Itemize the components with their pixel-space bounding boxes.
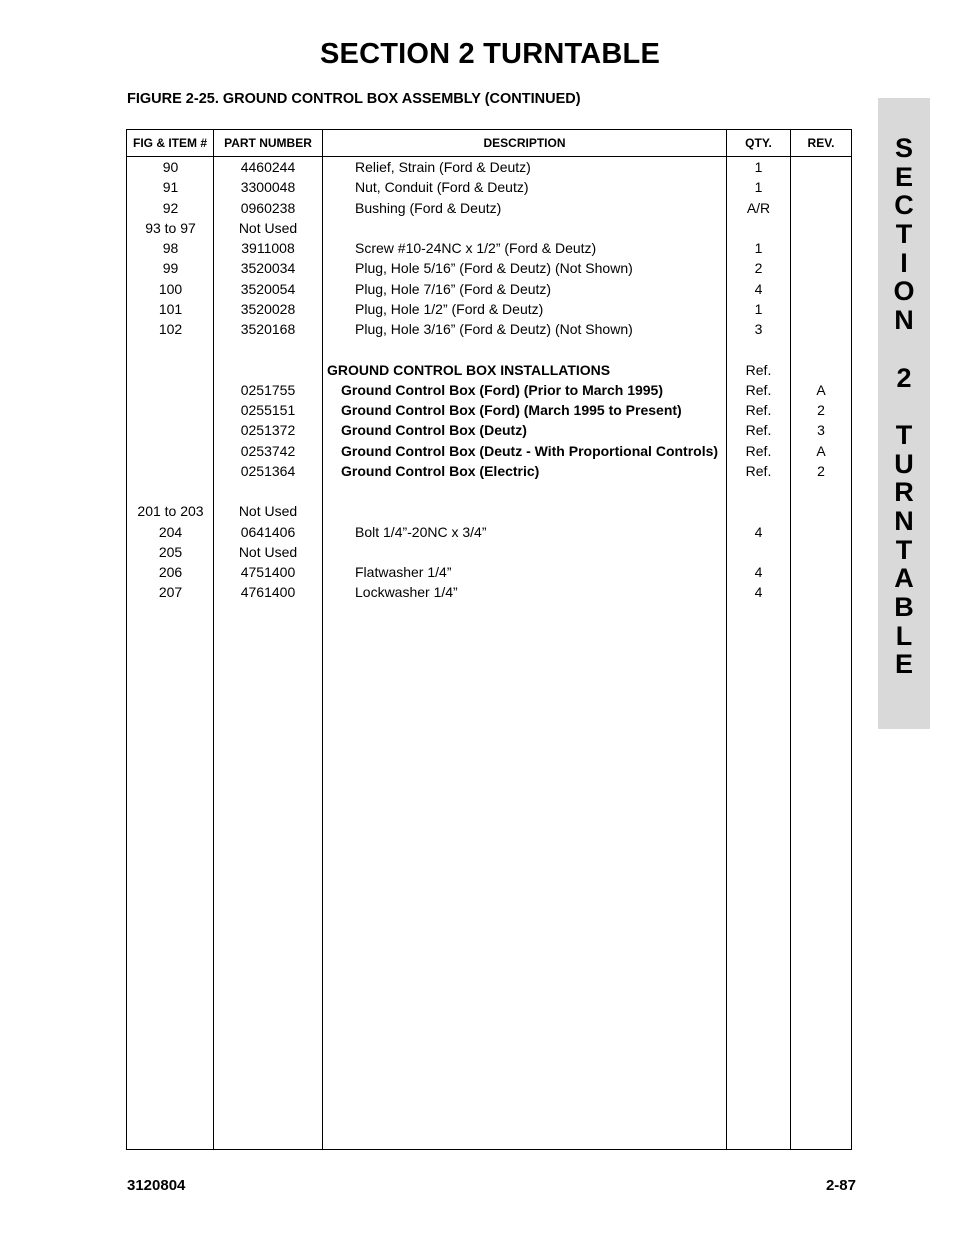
cell-qty: 2 [754, 260, 763, 277]
table-row [127, 238, 851, 258]
section-title: SECTION 2 TURNTABLE [320, 38, 660, 70]
side-tab-letter: A [894, 563, 914, 594]
cell-rev: 3 [817, 422, 825, 439]
cell-part-number: 3520054 [240, 280, 296, 297]
cell-part-number: 4761400 [240, 584, 296, 601]
table-body [127, 157, 851, 603]
side-tab-letter: U [894, 448, 914, 479]
cell-fig-item: 99 [162, 260, 179, 277]
cell-part-number: 0641406 [240, 523, 296, 540]
table-row [127, 339, 851, 359]
cell-description: Relief, Strain (Ford & Deutz) [355, 159, 531, 175]
cell-part-number: 0253742 [240, 442, 296, 459]
table-row [127, 279, 851, 299]
cell-fig-item: 207 [158, 584, 183, 601]
cell-fig-item: 100 [158, 280, 183, 297]
side-tab-letter: C [894, 190, 914, 221]
cell-qty: Ref. [745, 442, 772, 459]
cell-qty: 1 [754, 179, 763, 196]
table-row [127, 501, 851, 521]
table-row [127, 258, 851, 278]
cell-qty: Ref. [745, 361, 772, 378]
table-row [127, 198, 851, 218]
table-row [127, 582, 851, 602]
side-tab-letters [878, 134, 930, 679]
cell-part-number: 3300048 [240, 179, 296, 196]
side-tab-letter: T [895, 219, 913, 250]
cell-fig-item: 92 [162, 199, 179, 216]
table-row [127, 420, 851, 440]
side-tab-letter: 2 [896, 362, 912, 393]
cell-description: Lockwasher 1/4” [355, 584, 458, 601]
cell-part-number: 3911008 [241, 240, 295, 256]
table-row [127, 299, 851, 319]
cell-description: Ground Control Box (Electric) [341, 462, 540, 479]
cell-fig-item: 206 [158, 564, 183, 580]
side-tab-letter: S [894, 133, 913, 163]
cell-fig-item: 91 [162, 179, 179, 196]
document-number: 3120804 [127, 1177, 186, 1194]
cell-rev: A [816, 381, 826, 398]
cell-description: Ground Control Box (Deutz) [341, 422, 527, 439]
side-tab-letter: T [895, 534, 913, 565]
cell-fig-item: 93 to 97 [145, 219, 196, 236]
cell-description: Bolt 1/4”-20NC x 3/4” [355, 523, 487, 540]
cell-part-number: 0251755 [240, 381, 296, 398]
side-tab-letter [878, 335, 930, 364]
table-row [127, 177, 851, 197]
table-row [127, 157, 851, 177]
table-row [127, 481, 851, 501]
table-row [127, 522, 851, 542]
cell-fig-item: 204 [158, 523, 183, 540]
side-tab-letter: E [894, 649, 913, 680]
column-header-fig-item: FIG & ITEM # [132, 136, 207, 150]
side-tab-letter: I [900, 247, 908, 278]
cell-part-number: 4460244 [240, 159, 296, 175]
cell-qty: Ref. [745, 381, 772, 398]
cell-part-number: 3520168 [240, 321, 296, 337]
cell-part-number: 0251372 [240, 422, 296, 439]
cell-description: Plug, Hole 3/16” (Ford & Deutz) (Not Shown) [355, 321, 633, 337]
cell-description: Ground Control Box (Ford) (March 1995 to Present) [341, 402, 682, 418]
side-tab-letter: E [894, 161, 913, 192]
cell-fig-item: 90 [162, 159, 179, 175]
column-header-qty: QTY. [745, 136, 772, 150]
page-number: 2-87 [825, 1177, 856, 1194]
cell-description: Plug, Hole 1/2” (Ford & Deutz) [355, 300, 544, 317]
cell-description: Ground Control Box (Deutz - With Proportional Controls) [341, 442, 719, 459]
table-row [127, 441, 851, 461]
side-tab-letter: T [895, 419, 913, 450]
cell-rev: 2 [817, 462, 825, 479]
side-tab-letter: O [893, 276, 915, 307]
cell-qty: Ref. [745, 402, 772, 418]
cell-description: Plug, Hole 7/16” (Ford & Deutz) [355, 280, 552, 297]
cell-fig-item: 98 [162, 240, 179, 256]
cell-part-number: 3520028 [240, 300, 296, 317]
cell-qty: 4 [754, 564, 763, 580]
cell-part-number: Not Used [238, 219, 298, 236]
cell-qty: Ref. [745, 462, 772, 479]
side-tab-letter [878, 392, 930, 421]
cell-description: Plug, Hole 5/16” (Ford & Deutz) (Not Shown) [355, 260, 633, 277]
table-row [127, 461, 851, 481]
cell-description: Flatwasher 1/4” [355, 564, 452, 580]
section-side-tab [878, 98, 930, 729]
cell-description: Nut, Conduit (Ford & Deutz) [355, 179, 529, 196]
cell-part-number: 4751400 [240, 564, 296, 580]
table-row [127, 218, 851, 238]
table-row [127, 400, 851, 420]
table-row [127, 542, 851, 562]
cell-qty: 4 [754, 584, 763, 601]
cell-part-number: Not Used [238, 503, 298, 520]
cell-fig-item: 102 [158, 321, 183, 337]
cell-qty: 4 [754, 280, 763, 297]
table-row [127, 380, 851, 400]
cell-part-number: Not Used [238, 543, 298, 560]
side-tab-letter: R [894, 477, 914, 508]
parts-table [126, 129, 852, 1150]
cell-qty: Ref. [745, 422, 772, 439]
cell-qty: A/R [746, 199, 771, 216]
cell-rev: A [816, 442, 826, 459]
table-row [127, 360, 851, 380]
table-row [127, 562, 851, 582]
cell-description: Bushing (Ford & Deutz) [355, 199, 502, 216]
table-row [127, 319, 851, 339]
cell-qty: 4 [754, 523, 763, 540]
cell-fig-item: 101 [158, 300, 183, 317]
cell-qty: 1 [754, 159, 763, 175]
cell-part-number: 3520034 [240, 260, 296, 277]
side-tab-letter: B [894, 592, 914, 622]
column-header-description: DESCRIPTION [483, 136, 566, 150]
cell-qty: 3 [754, 321, 763, 337]
cell-part-number: 0960238 [240, 199, 296, 216]
column-header-part-number: PART NUMBER [224, 136, 312, 150]
side-tab-letter: L [895, 620, 913, 651]
cell-part-number: 0255151 [240, 402, 296, 418]
cell-description: Ground Control Box (Ford) (Prior to March 1995) [341, 381, 664, 398]
cell-qty: 1 [754, 300, 763, 317]
cell-fig-item: 201 to 203 [137, 503, 204, 520]
cell-part-number: 0251364 [240, 462, 296, 479]
cell-rev: 2 [817, 402, 825, 418]
side-tab-letter: N [894, 305, 914, 336]
column-header-rev: REV. [807, 136, 835, 150]
side-tab-letter: N [894, 505, 914, 536]
cell-fig-item: 205 [158, 543, 183, 560]
figure-caption: FIGURE 2-25. GROUND CONTROL BOX ASSEMBLY (CONTINUED) [127, 91, 581, 107]
cell-description: GROUND CONTROL BOX INSTALLATIONS [327, 361, 611, 378]
cell-description: Screw #10-24NC x 1/2” (Ford & Deutz) [355, 240, 597, 256]
cell-qty: 1 [754, 240, 763, 256]
